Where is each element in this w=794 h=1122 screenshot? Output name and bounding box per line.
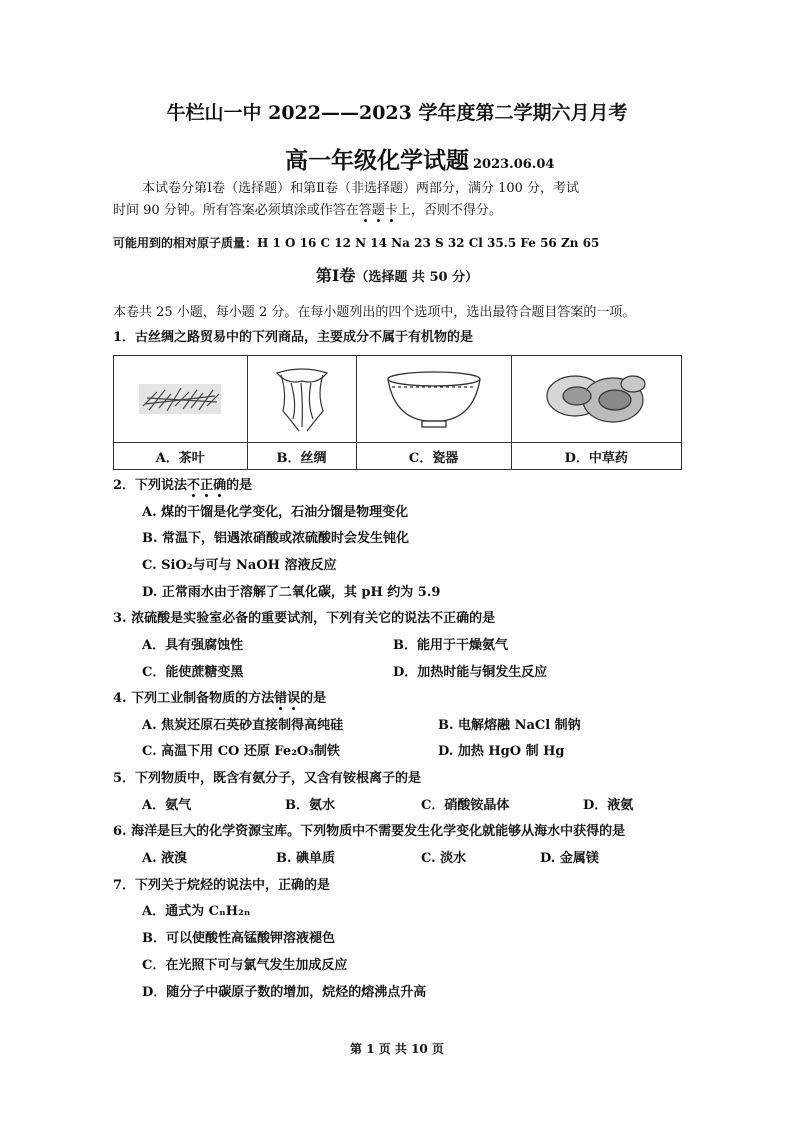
question-2-option-a: A. 煤的干馏是化学变化，石油分馏是物理变化 [142, 505, 409, 520]
question-5-stem: 5．下列物质中，既含有氨分子，又含有铵根离子的是 [113, 771, 422, 786]
question-1-table [113, 355, 682, 470]
question-4-stem: 4. 下列工业制备物质的方法错误的是 [113, 691, 327, 706]
question-7-option-b: B．可以使酸性高锰酸钾溶液褪色 [142, 931, 335, 946]
question-3-option-d: D．加热时能与铜发生反应 [393, 665, 548, 680]
option-b-label: B．丝绸 [247, 443, 356, 470]
option-c-label: C．瓷器 [356, 443, 511, 470]
question-1-stem: 1．古丝绸之路贸易中的下列商品，主要成分不属于有机物的是 [113, 330, 474, 345]
cell-d-image [511, 356, 681, 443]
page-footer: 第 1 页 共 10 页 [350, 1042, 444, 1056]
question-2-option-c: C. SiO₂与可与 NaOH 溶液反应 [142, 558, 337, 573]
cell-b-image [247, 356, 356, 443]
atomic-masses: 可能用到的相对原子质量：H 1 O 16 C 12 N 14 Na 23 S 32 Cl 35.5 Fe 56 Zn 65 [113, 236, 600, 250]
question-4-option-a: A. 焦炭还原石英砂直接制得高纯硅 [142, 718, 344, 733]
exam-subtitle [285, 146, 554, 180]
question-2-stem: 2．下列说法不正确的是 [113, 478, 253, 493]
question-7-option-a: A．通式为 CₙH₂ₙ [142, 904, 251, 919]
question-6-option-b: B. 碘单质 [276, 851, 336, 866]
question-3-stem: 3. 浓硫酸是实验室必备的重要试剂，下列有关它的说法不正确的是 [113, 611, 496, 626]
exam-title: 牛栏山一中 2022——2023 学年度第二学期六月月考 [166, 102, 628, 124]
question-7-option-c: C．在光照下可与氯气发生加成反应 [142, 958, 348, 973]
question-4-option-c: C. 高温下用 CO 还原 Fe₂O₃制铁 [142, 744, 340, 759]
cell-c-image [356, 356, 511, 443]
intro-line-2: 时间 90 分钟。所有答案必须填涂或作答在答题卡上，否则不得分。 [113, 203, 502, 218]
question-7-stem: 7．下列关于烷烃的说法中，正确的是 [113, 878, 331, 893]
question-6-stem: 6. 海洋是巨大的化学资源宝库。下列物质中不需要发生化学变化就能够从海水中获得的是 [113, 824, 626, 839]
subject-title: 高一年级化学试题 [285, 147, 469, 174]
question-4-option-d: D. 加热 HgO 制 Hg [438, 744, 565, 759]
question-5-option-b: B．氨水 [285, 798, 335, 813]
cell-a-image [114, 356, 248, 443]
question-6-option-d: D. 金属镁 [540, 851, 599, 866]
option-a-label: A．茶叶 [114, 443, 248, 470]
question-6-option-a: A. 液溴 [142, 851, 188, 866]
question-3-option-a: A．具有强腐蚀性 [142, 638, 244, 653]
intro-line-1: 本试卷分第Ⅰ卷（选择题）和第Ⅱ卷（非选择题）两部分，满分 100 分，考试 [142, 181, 580, 196]
question-3-option-c: C．能使蔗糖变黑 [142, 665, 244, 680]
exam-date: 2023.06.04 [473, 157, 555, 172]
porcelain-bowl-icon [384, 367, 484, 431]
question-5-option-c: C．硝酸铵晶体 [421, 798, 510, 813]
question-2-option-b: B. 常温下，铝遇浓硝酸或浓硫酸时会发生钝化 [142, 531, 410, 546]
silk-icon [267, 363, 337, 435]
herbal-medicine-icon [541, 366, 651, 432]
tea-leaves-icon [137, 378, 223, 420]
question-4-option-b: B. 电解熔融 NaCl 制钠 [438, 718, 581, 733]
question-5-option-d: D．液氨 [583, 798, 634, 813]
question-3-option-b: B．能用于干燥氨气 [393, 638, 508, 653]
section-instructions: 本卷共 25 小题，每小题 2 分。在每小题列出的四个选项中，选出最符合题目答案的一项。 [113, 305, 636, 320]
question-5-option-a: A．氨气 [142, 798, 192, 813]
question-6-option-c: C. 淡水 [421, 851, 467, 866]
option-d-label: D．中草药 [511, 443, 681, 470]
section-title: 第Ⅰ卷（选择题 共 50 分） [315, 266, 479, 285]
question-2-option-d: D. 正常雨水由于溶解了二氧化碳，其 pH 约为 5.9 [142, 585, 441, 600]
question-7-option-d: D．随分子中碳原子数的增加，烷烃的熔沸点升高 [142, 985, 427, 1000]
